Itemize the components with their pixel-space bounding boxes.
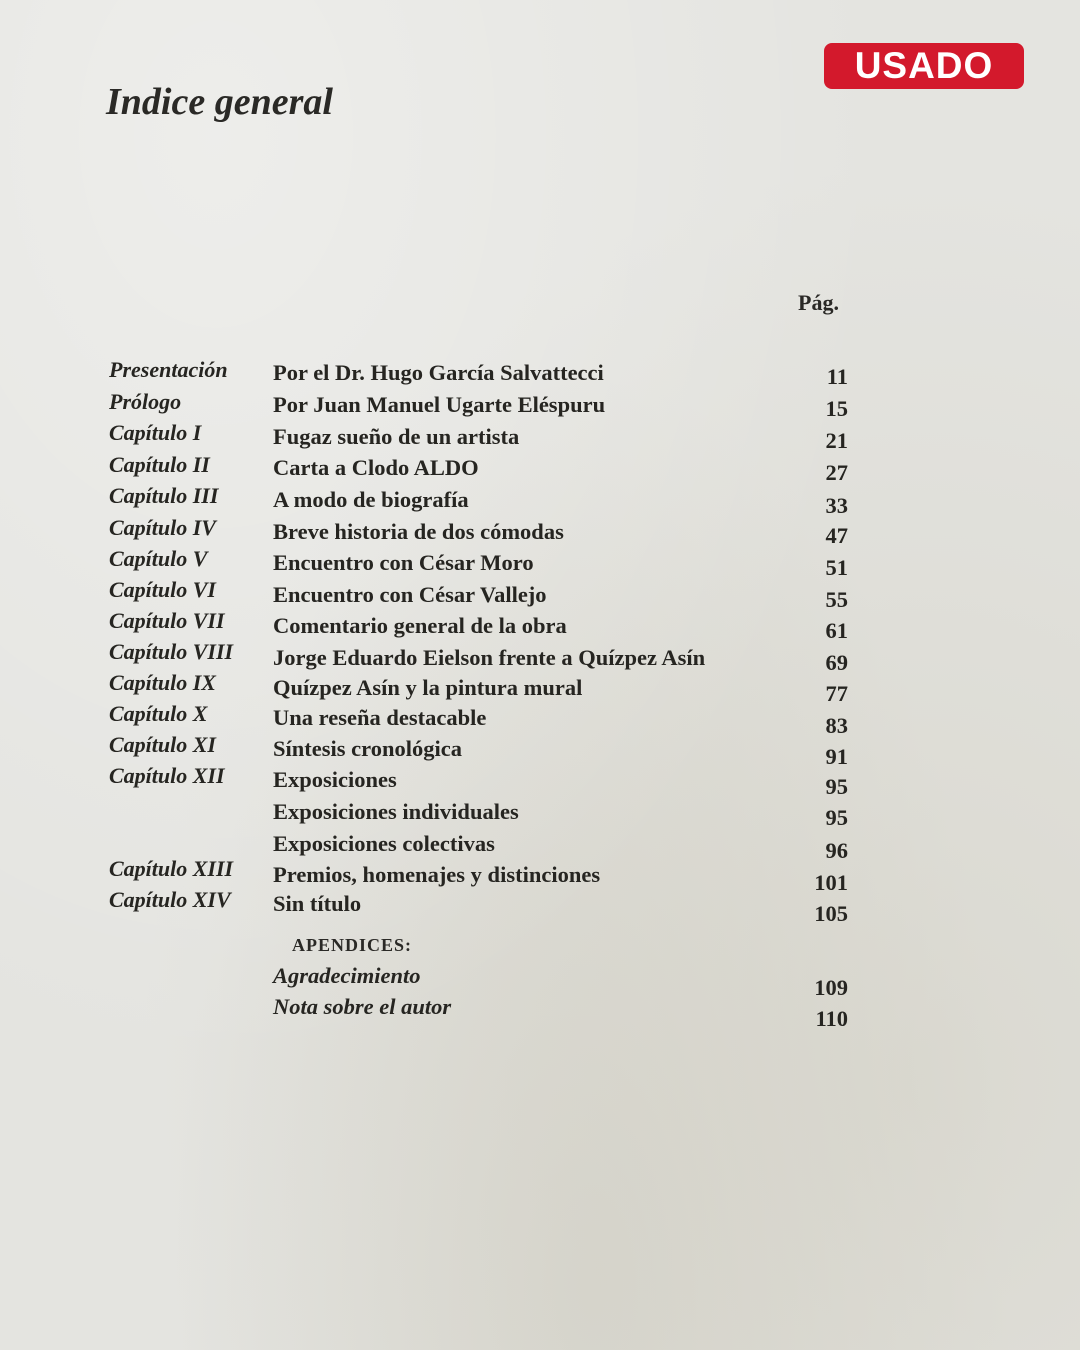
toc-entry-title: Exposiciones colectivas [273, 831, 495, 856]
appendix-entry-title: Nota sobre el autor [273, 994, 452, 1019]
toc-entry-label: Capítulo I [109, 420, 202, 445]
toc-entry [0, 732, 1080, 769]
toc-entry-page: 61 [825, 618, 848, 643]
toc-entry-title: A modo de biografía [273, 487, 469, 512]
toc-entry-title: Encuentro con César Moro [273, 550, 534, 575]
toc-entry-label: Capítulo II [109, 452, 210, 477]
toc-entry [0, 577, 1080, 612]
toc-entry-label: Capítulo XIII [109, 856, 234, 881]
toc-entry-page: 27 [825, 460, 848, 485]
toc-entry [0, 701, 1080, 738]
appendix-entry-title: Agradecimiento [273, 963, 421, 988]
toc-entry-page: 11 [826, 364, 848, 389]
toc-entry-title: Carta a Clodo ALDO [273, 455, 479, 480]
toc-entry [0, 608, 1080, 643]
toc-entry-label: Capítulo III [109, 483, 219, 508]
toc-entry [0, 797, 1080, 830]
toc-entry-page: 33 [825, 493, 848, 518]
page-column-header: Pág. [798, 290, 839, 315]
toc-entry [0, 639, 1080, 675]
used-badge: USADO [824, 43, 1024, 89]
toc-entry-title: Una reseña destacable [273, 705, 487, 730]
toc-entry-page: 95 [825, 774, 848, 799]
toc-entry-title: Exposiciones individuales [273, 799, 519, 824]
toc-entry-title: Jorge Eduardo Eielson frente a Quízpez Asín [273, 645, 706, 670]
toc-entry-label: Capítulo V [109, 546, 208, 571]
toc-entry-title: Sin título [273, 891, 362, 916]
toc-entry-title: Síntesis cronológica [273, 736, 462, 761]
appendix-entry [0, 963, 1080, 1000]
toc-entry-label: Capítulo XIV [109, 887, 231, 912]
appendix-entry-page: 110 [815, 1006, 848, 1031]
toc-entry [0, 389, 1080, 419]
toc-entry-label: Capítulo VI [109, 577, 216, 602]
toc-entry [0, 515, 1080, 548]
toc-entry [0, 670, 1080, 706]
appendix-entry [0, 994, 1080, 1031]
toc-entry [0, 452, 1080, 485]
toc-entry-label: Capítulo IV [109, 515, 216, 540]
toc-entry [0, 420, 1080, 453]
toc-entry-title: Encuentro con César Vallejo [273, 582, 547, 607]
toc-entry-page: 96 [825, 838, 848, 863]
toc-entry-title: Breve historia de dos cómodas [273, 519, 564, 544]
toc-entry-label: Capítulo VIII [109, 639, 234, 664]
toc-entry [0, 829, 1080, 863]
toc-entry-label: Presentación [109, 357, 228, 382]
toc-entry-page: 47 [825, 523, 848, 548]
index-title: Indice general [106, 81, 333, 123]
toc-entry-page: 83 [825, 713, 848, 738]
toc-entry-title: Quízpez Asín y la pintura mural [273, 675, 583, 700]
toc-entry-label: Capítulo X [109, 701, 208, 726]
toc-entry-page: 15 [825, 396, 848, 421]
toc-entry-page: 77 [825, 681, 848, 706]
toc-entry-page: 95 [825, 805, 848, 830]
toc-entry-page: 21 [825, 428, 848, 453]
toc-entry-page: 69 [825, 650, 848, 675]
toc-entry-title: Premios, homenajes y distinciones [273, 862, 601, 887]
toc-entry [0, 763, 1080, 799]
toc-entry-label: Capítulo XII [109, 763, 225, 788]
toc-entry [0, 856, 1080, 895]
toc-entry-title: Fugaz sueño de un artista [273, 424, 520, 449]
toc-entry-title: Por el Dr. Hugo García Salvattecci [273, 360, 604, 385]
appendix-entry-page: 109 [814, 975, 848, 1000]
toc-entry-label: Prólogo [109, 389, 182, 414]
toc-entry-title: Exposiciones [273, 767, 397, 792]
toc-entry [0, 483, 1080, 518]
toc-entry-page: 101 [814, 870, 848, 895]
toc-entry-page: 55 [825, 587, 848, 612]
toc-entry-page: 51 [825, 555, 848, 580]
toc-entry-page: 105 [814, 901, 848, 926]
appendix-header: APENDICES: [292, 935, 413, 955]
toc-entry-title: Comentario general de la obra [273, 613, 567, 638]
toc-entry [0, 887, 1080, 926]
toc-entry-label: Capítulo XI [109, 732, 216, 757]
toc-entry-page: 91 [825, 744, 848, 769]
toc-entry [0, 546, 1080, 580]
toc-entry-label: Capítulo IX [109, 670, 216, 695]
toc-entry-label: Capítulo VII [109, 608, 225, 633]
toc-entry-title: Por Juan Manuel Ugarte Eléspuru [273, 392, 606, 417]
toc-entry [0, 357, 1080, 387]
